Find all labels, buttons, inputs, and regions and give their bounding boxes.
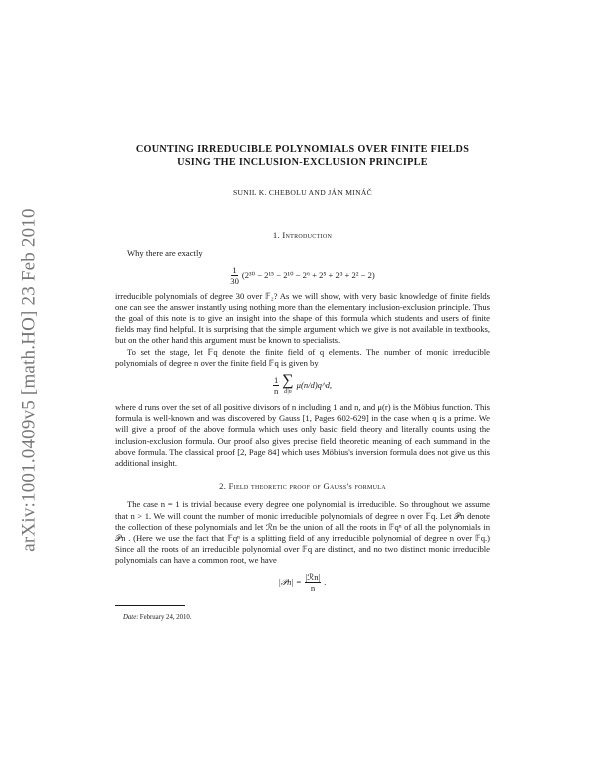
equation-body: μ(n/d)q^d, <box>296 379 333 390</box>
paragraph-3: where d runs over the set of all positive divisors of n including 1 and n, and μ(r) is the Möbius function. This formula is well-known and was discovered by Gauss [1, Pages 602-629] in the case when q is a prime. We will give a proof of the above formula which uses only basic field theory and literally counts using the inclusion-exclusion formula. Our proof also gives precise field theoretic meaning of each summand in the above formula. The classical proof [2, Page 84] which uses Möbius's inversion formula does not give us this additional insight. <box>115 402 490 469</box>
equation-body: (2³⁰ − 2¹⁵ − 2¹⁰ − 2⁶ + 2⁵ + 2³ + 2² − 2) <box>241 269 375 280</box>
title-line-2: USING THE INCLUSION-EXCLUSION PRINCIPLE <box>177 157 428 168</box>
equation-gauss-formula <box>115 374 490 397</box>
paragraph-2: To set the stage, let 𝔽q denote the finite field of q elements. The number of monic irreducible polynomials of degree n over the finite field 𝔽q is given by <box>115 346 490 368</box>
sigma-symbol: ∑ <box>282 372 294 390</box>
fraction-denominator: 30 <box>230 275 239 286</box>
arxiv-identifier: arXiv:1001.0409v5 [math.HO] 23 Feb 2010 <box>19 208 40 552</box>
equation-lhs: |𝒫n| = <box>278 576 302 587</box>
paragraph-1: irreducible polynomials of degree 30 over 𝔽₂? As we will show, with very basic knowledge of finite fields one can see the answer instantly using nothing more than the elementary inclusion-exclusion principle. Thus the goal of this note is to give an insight into the shape of this formula which students and users of finite fields may find helpful. It is surprising that the simple argument which we give is not available in textbooks, but on the other hand this argument must be known to specialists. <box>115 290 490 346</box>
summation <box>282 374 293 397</box>
fraction-numerator: 1 <box>273 375 279 386</box>
section-heading-gauss-proof: 2. Field theoretic proof of Gauss's formula <box>219 481 386 492</box>
footnote-date <box>115 612 490 623</box>
title-line-1: COUNTING IRREDUCIBLE POLYNOMIALS OVER FINITE FIELDS <box>135 144 470 155</box>
fraction-numerator: |ℛn| <box>305 571 321 582</box>
fraction <box>273 375 279 396</box>
footnote-label: Date <box>123 613 137 621</box>
arxiv-sidebar <box>5 180 55 580</box>
summation-index: d|n <box>284 389 292 396</box>
paper-page <box>115 143 490 623</box>
fraction <box>230 265 239 286</box>
fraction-denominator: n <box>273 386 279 397</box>
fraction-numerator: 1 <box>232 264 237 275</box>
paper-title <box>115 143 490 169</box>
fraction-denominator: n <box>310 582 316 593</box>
footnote-rule <box>115 605 185 606</box>
footnote-text: : February 24, 2010. <box>136 613 192 621</box>
section-heading-introduction: 1. Introduction <box>272 230 333 241</box>
intro-question: Why there are exactly <box>127 248 203 259</box>
fraction <box>305 572 322 593</box>
equation-count-degree-30 <box>115 265 490 286</box>
authors: SUNIL K. CHEBOLU AND JÁN MINÁČ <box>232 188 373 197</box>
equation-pn-count <box>115 572 490 593</box>
equation-end: . <box>324 576 327 587</box>
paragraph-4: The case n = 1 is trivial because every degree one polynomial is irreducible. So throughout we assume that n > 1. We will count the number of monic irreducible polynomials of degree n over 𝔽q. Let 𝒫n denote the collection of these polynomials and let ℛn be the union of all the roots in 𝔽qⁿ of all the polynomials in 𝒫n . (Here we use the fact that 𝔽qⁿ is a splitting field of any irreducible polynomial of degree n over 𝔽q.) Since all the roots of an irreducible polynomial over 𝔽q are distinct, and no two distinct monic irreducible polynomials can have a common root, we have <box>115 499 490 566</box>
